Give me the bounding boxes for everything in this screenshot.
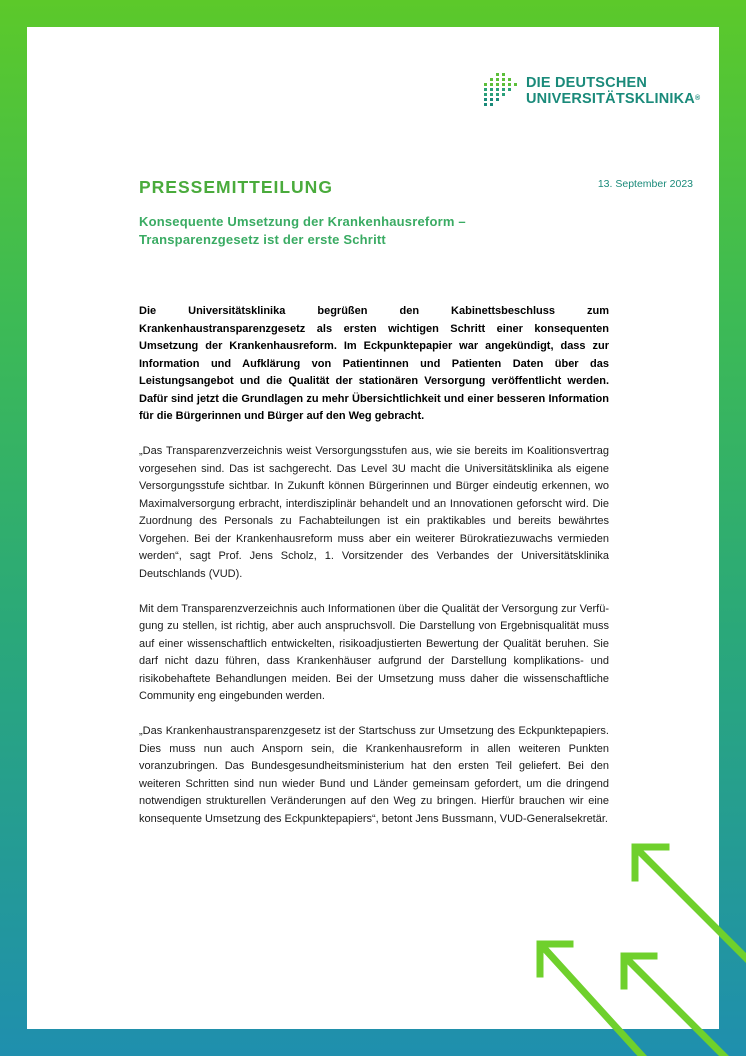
subtitle-line-1: Konsequente Umsetzung der Krankenhausreform – — [139, 214, 466, 229]
lead-paragraph: Die Universitätsklinika begrüßen den Kabinettsbeschluss zum Krankenhaustransparenzgesetz als ersten wichtigen Schritt einer konsequenten Umsetzung der Krankenhausreform. Im Eckpunktepapier war angekündigt, dass zur Information und Aufklärung von Patientinnen und Patienten Daten über das Leistungsangebot und die Qualität der stationären Versorgung veröffentlicht werden. Dafür sind jetzt die Grundlagen zu mehr Übersichtlichkeit und einer besseren Information für die Bürgerinnen und Bürger auf den Weg gebracht. — [139, 305, 609, 422]
logo-wordmark — [526, 75, 700, 107]
press-release-page — [27, 27, 719, 1029]
vud-logo — [482, 72, 700, 110]
subtitle — [139, 213, 559, 249]
paragraph-quality: Mit dem Transparenzverzeichnis auch Informationen über die Qualität der Versorgung zur Verfügung zu stellen, ist richtig, aber auch anspruchsvoll. Die Darstellung von Ergebnisqualität muss auf einer wissenschaftlich entwickelten, risikoadjustierten Bewertung der Qualität beruhen. Sie darf nicht dazu führen, dass Krankenhäuser aufgrund der Darstellung komplikations- und risikobehaftete Behandlungen meiden. Bei der Umsetzung muss daher die wissenschaftliche Community eng eingebunden werden. — [139, 602, 609, 702]
paragraph-quote-bussmann: „Das Krankenhaustransparenzgesetz ist der Startschuss zur Umsetzung des Eckpunktepapiers. Dies muss nun auch Ansporn sein, die Krankenhausreform in allen weiteren Punkten voranzubringen. Das Bundesgesundheitsministerium hat den ersten Teil geliefert. Bei den weiteren Schritten sind nun wieder Bund und Länder gemeinsam gefordert, um die dringend notwendigen strukturellen Veränderungen auf den Weg zu bringen. Hierfür brauchen wir eine konsequente Umsetzung des Eckpunktepapiers“, betont Jens Bussmann, VUD-Generalsekretär. — [139, 725, 609, 825]
page-title: PRESSEMITTEILUNG — [139, 177, 333, 197]
logo-line-2: UNIVERSITÄTSKLINIKA — [526, 91, 695, 107]
release-date: 13. September 2023 — [597, 178, 693, 190]
paragraph-quote-scholz: „Das Transparenzverzeichnis weist Versorgungsstufen aus, wie sie bereits im Koalitionsvertrag vorgesehen sind. Das ist sachgerecht. Das Level 3U macht die Universitätsklinika als eigene Versorgungsstufe sichtbar. In Zukunft können Bürgerinnen und Bürger eindeutig erkennen, wo Maximalversorgung erbracht, interdisziplinär behandelt und an Innovationen geforscht wird. Die Zuordnung des Personals zu Fachabteilungen ist ein praktikables und bereits bewährtes Vorgehen. Bei der Krankenhausreform muss aber ein weiterer Bürokratiezuwachs vermieden werden“, sagt Prof. Jens Scholz, 1. Vorsitzender des Verbandes der Universitätsklinika Deutschlands (VUD). — [139, 445, 609, 580]
article-body — [139, 303, 609, 846]
logo-dot-grid-icon — [482, 72, 518, 110]
logo-line-1: DIE DEUTSCHEN — [526, 75, 648, 91]
registered-mark: ® — [694, 95, 701, 102]
subtitle-line-2: Transparenzgesetz ist der erste Schritt — [139, 232, 386, 247]
